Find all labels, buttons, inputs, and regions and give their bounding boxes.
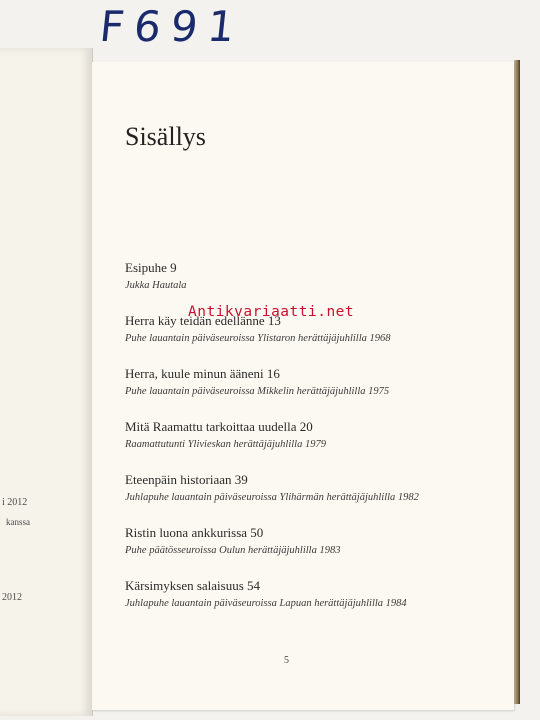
toc-title: Sisällys	[125, 122, 206, 151]
toc-entry-title: Herra, kuule minun ääneni 16	[125, 366, 280, 381]
toc-entry-title: Kärsimyksen salaisuus 54	[125, 578, 261, 593]
toc-entry	[125, 366, 389, 397]
left-page-text: kanssa	[6, 517, 30, 527]
toc-entry-subtitle: Jukka Hautala	[125, 280, 187, 291]
left-page-text: 2012	[2, 592, 22, 603]
watermark: Antikvariaatti.net	[188, 304, 355, 320]
left-page-text: i 2012	[2, 497, 28, 508]
left-page	[0, 48, 93, 716]
toc-entry-subtitle: Puhe lauantain päiväseuroissa Ylistaron herättäjäjuhlilla 1968	[125, 333, 391, 344]
toc-entry-title: Esipuhe 9	[125, 260, 177, 275]
toc-entry	[125, 525, 340, 556]
toc-entry	[125, 472, 419, 503]
toc-entry-subtitle: Puhe lauantain päiväseuroissa Mikkelin herättäjäjuhlilla 1975	[125, 386, 390, 397]
toc-entry-subtitle: Raamattutunti Ylivieskan herättäjäjuhlilla 1979	[125, 439, 326, 450]
toc-entry-subtitle: Juhlapuhe lauantain päiväseuroissa Lapuan herättäjäjuhlilla 1984	[125, 598, 407, 609]
handwritten-label: F691	[97, 2, 247, 51]
toc-entry-subtitle: Puhe päätösseuroissa Oulun herättäjäjuhlilla 1983	[125, 545, 341, 556]
toc-entry-title: Eteenpäin historiaan 39	[125, 472, 248, 487]
toc-entry	[125, 260, 187, 291]
page-number: 5	[284, 655, 289, 666]
toc-entry-subtitle: Juhlapuhe lauantain päiväseuroissa Ylihärmän herättäjäjuhlilla 1982	[125, 492, 419, 503]
toc-entry	[125, 419, 326, 450]
toc-entry-title: Herra käy teidän edellänne 13	[125, 313, 281, 328]
toc-entry-title: Mitä Raamattu tarkoittaa uudella 20	[125, 419, 313, 434]
toc-entry	[125, 578, 407, 609]
book-edge	[514, 60, 520, 704]
toc-entry-title: Ristin luona ankkurissa 50	[125, 525, 264, 540]
